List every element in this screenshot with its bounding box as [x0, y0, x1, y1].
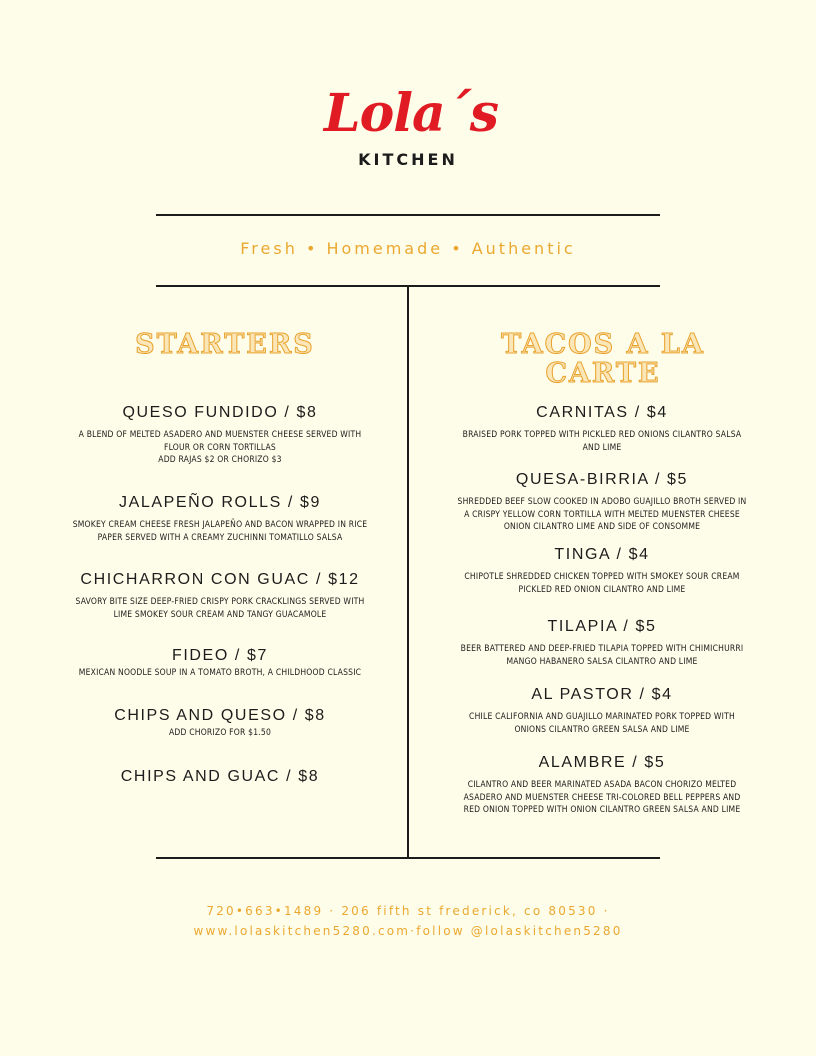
- item-desc: CHIPOTLE SHREDDED CHICKEN TOPPED WITH SMOKEY SOUR CREAM PICKLED RED ONION CILANTRO AND LIME: [464, 572, 740, 595]
- item-desc: SAVORY BITE SIZE DEEP-FRIED CRISPY PORK CRACKLINGS SERVED WITH LIME SMOKEY SOUR CREAM AND TANGY GUACAMOLE: [75, 597, 365, 620]
- menu-item: [456, 617, 748, 668]
- menu-item: [456, 470, 748, 534]
- tacos-title-line2: CARTE: [545, 358, 661, 389]
- item-name: JALAPEÑO ROLLS / $9: [118, 494, 322, 511]
- item-extra: ADD RAJAS $2 OR CHORIZO $3: [158, 455, 282, 465]
- item-desc: MEXICAN NOODLE SOUP IN A TOMATO BROTH, A CHILDHOOD CLASSIC: [78, 668, 362, 678]
- item-name: CHIPS AND QUESO / $8: [114, 707, 326, 724]
- menu-item: [456, 403, 748, 454]
- menu-item: [70, 403, 370, 467]
- tacos-column: [456, 0, 748, 1056]
- menu-item: [70, 570, 370, 621]
- footer-web: www.lolaskitchen5280.com·follow @lolaskitchen5280: [193, 924, 623, 938]
- logo-script: Lola´s: [324, 83, 498, 144]
- item-name: TILAPIA / $5: [547, 618, 657, 635]
- item-name: CHICHARRON CON GUAC / $12: [80, 571, 360, 588]
- item-desc: BEER BATTERED AND DEEP-FRIED TILAPIA TOPPED WITH CHIMICHURRI MANGO HABANERO SALSA CILANTRO AND LIME: [460, 644, 744, 667]
- menu-item: [456, 545, 748, 596]
- starters-title: STARTERS: [135, 329, 315, 360]
- item-desc: SHREDDED BEEF SLOW COOKED IN ADOBO GUAJILLO BROTH SERVED IN A CRISPY YELLOW CORN TORTILLA WITH MELTED MUENSTER CHEESE ONION CILANTRO LIME AND SIDE OF CONSOMME: [457, 497, 747, 532]
- menu-item: [70, 493, 370, 544]
- menu-item: [70, 767, 370, 787]
- item-desc: A BLEND OF MELTED ASADERO AND MUENSTER CHEESE SERVED WITH FLOUR OR CORN TORTILLAS: [78, 430, 362, 453]
- item-desc: SMOKEY CREAM CHEESE FRESH JALAPEÑO AND BACON WRAPPED IN RICE PAPER SERVED WITH A CREAMY ZUCHINNI TOMATILLO SALSA: [72, 520, 368, 543]
- item-desc: BRAISED PORK TOPPED WITH PICKLED RED ONIONS CILANTRO SALSA AND LIME: [462, 430, 742, 453]
- footer-contact: 720•663•1489 · 206 fifth st frederick, co 80530 ·: [206, 904, 610, 918]
- item-desc: ADD CHORIZO FOR $1.50: [168, 728, 272, 738]
- item-name: TINGA / $4: [554, 546, 650, 563]
- menu-item: [456, 753, 748, 817]
- item-name: QUESO FUNDIDO / $8: [122, 404, 318, 421]
- item-desc: CILANTRO AND BEER MARINATED ASADA BACON CHORIZO MELTED ASADERO AND MUENSTER CHEESE TRI-COLORED BELL PEPPERS AND RED ONION TOPPED WITH ONION CILANTRO GREEN SALSA AND LIME: [463, 780, 741, 815]
- column-divider: [407, 286, 409, 859]
- item-name: CARNITAS / $4: [536, 404, 668, 421]
- item-name: CHIPS AND GUAC / $8: [120, 768, 320, 785]
- item-name: FIDEO / $7: [171, 647, 269, 664]
- item-desc: CHILE CALIFORNIA AND GUAJILLO MARINATED PORK TOPPED WITH ONIONS CILANTRO GREEN SALSA AND LIME: [469, 712, 735, 735]
- item-name: ALAMBRE / $5: [538, 754, 666, 771]
- menu-item: [456, 685, 748, 736]
- starters-column: [70, 0, 370, 1056]
- tagline: Fresh • Homemade • Authentic: [240, 239, 576, 258]
- tacos-title-line1: TACOS A LA: [501, 329, 705, 360]
- menu-item: [70, 706, 370, 740]
- logo-kitchen: KITCHEN: [358, 150, 458, 169]
- item-name: QUESA-BIRRIA / $5: [515, 471, 689, 488]
- item-name: AL PASTOR / $4: [531, 686, 673, 703]
- menu-item: [70, 646, 370, 680]
